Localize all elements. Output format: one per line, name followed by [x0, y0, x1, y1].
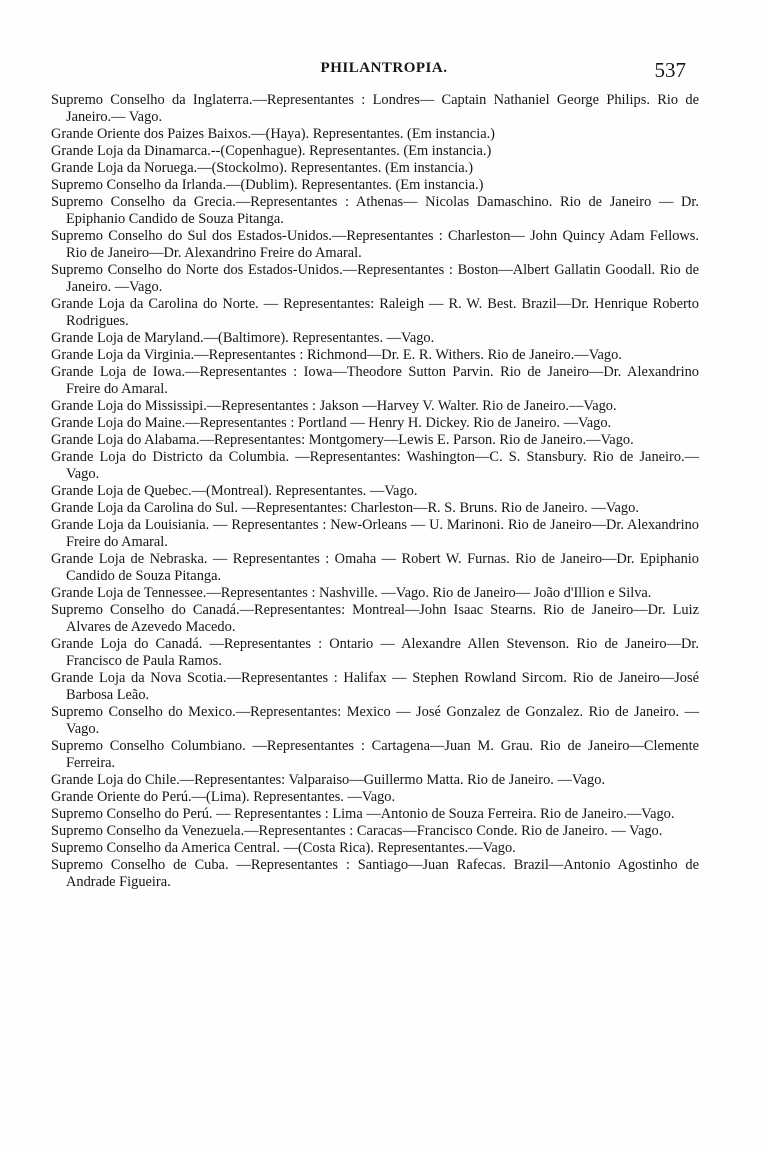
list-entry: Grande Loja da Dinamarca.--(Copenhague). Representantes. (Em instancia.) — [51, 143, 492, 159]
running-title: PHILANTROPIA. — [320, 60, 448, 76]
list-entry: Grande Loja de Iowa.—Representantes : Iowa—Theodore Sutton Parvin. Rio de Janeiro—Dr. Alexandrino Freire do Amaral. — [51, 364, 699, 397]
list-entry: Grande Loja da Nova Scotia.—Representantes : Halifax — Stephen Rowland Sircom. Rio de Janeiro—José Barbosa Leão. — [51, 670, 699, 703]
list-entry: Grande Oriente dos Paizes Baixos.—(Haya). Representantes. (Em instancia.) — [51, 126, 495, 142]
list-entry: Grande Loja do Canadá. —Representantes : Ontario — Alexandre Allen Stevenson. Rio de Janeiro—Dr. Francisco de Paula Ramos. — [51, 636, 699, 669]
list-entry: Grande Loja de Quebec.—(Montreal). Representantes. —Vago. — [51, 483, 418, 499]
list-entry: Supremo Conselho do Norte dos Estados-Unidos.—Representantes : Boston—Albert Gallatin Goodall. Rio de Janeiro. —Vago. — [51, 262, 699, 295]
list-entry: Supremo Conselho da Grecia.—Representantes : Athenas— Nicolas Damaschino. Rio de Janeiro — Dr. Epiphanio Candido de Souza Pitanga. — [51, 194, 699, 227]
list-entry: Grande Loja do Districto da Columbia. —Representantes: Washington—C. S. Stansbury. Rio de Janeiro.—Vago. — [51, 449, 699, 482]
list-entry: Supremo Conselho da Venezuela.—Representantes : Caracas—Francisco Conde. Rio de Janeiro. — Vago. — [51, 823, 663, 839]
representatives-list — [51, 92, 699, 891]
list-entry: Supremo Conselho de Cuba. —Representantes : Santiago—Juan Rafecas. Brazil—Antonio Agostinho de Andrade Figueira. — [51, 857, 699, 890]
list-entry: Supremo Conselho da America Central. —(Costa Rica). Representantes.—Vago. — [51, 840, 516, 856]
list-entry: Supremo Conselho do Sul dos Estados-Unidos.—Representantes : Charleston— John Quincy Adam Fellows. Rio de Janeiro—Dr. Alexandrino Freire do Amaral. — [51, 228, 699, 261]
list-entry: Grande Loja do Mississipi.—Representantes : Jakson —Harvey V. Walter. Rio de Janeiro.—Vago. — [51, 398, 617, 414]
running-head — [0, 58, 768, 88]
list-entry: Grande Loja do Maine.—Representantes : Portland — Henry H. Dickey. Rio de Janeiro. —Vago. — [51, 415, 612, 431]
list-entry: Grande Loja do Chile.—Representantes: Valparaiso—Guillermo Matta. Rio de Janeiro. —Vago. — [51, 772, 606, 788]
list-entry: Supremo Conselho do Canadá.—Representantes: Montreal—John Isaac Stearns. Rio de Janeiro—Dr. Luiz Alvares de Azevedo Macedo. — [51, 602, 699, 635]
list-entry: Supremo Conselho Columbiano. —Representantes : Cartagena—Juan M. Grau. Rio de Janeiro—Clemente Ferreira. — [51, 738, 699, 771]
list-entry: Supremo Conselho do Perú. — Representantes : Lima —Antonio de Souza Ferreira. Rio de Janeiro.—Vago. — [51, 806, 675, 822]
list-entry: Grande Loja da Noruega.—(Stockolmo). Representantes. (Em instancia.) — [51, 160, 473, 176]
list-entry: Grande Loja de Tennessee.—Representantes : Nashville. —Vago. Rio de Janeiro— João d'Illion e Silva. — [51, 585, 652, 601]
list-entry: Supremo Conselho do Mexico.—Representantes: Mexico — José Gonzalez de Gonzalez. Rio de Janeiro. — Vago. — [51, 704, 699, 737]
page-number: 537 — [654, 58, 686, 82]
list-entry: Supremo Conselho da Irlanda.—(Dublim). Representantes. (Em instancia.) — [51, 177, 484, 193]
list-entry: Grande Loja da Virginia.—Representantes : Richmond—Dr. E. R. Withers. Rio de Janeiro.—Vago. — [51, 347, 622, 363]
list-entry: Grande Oriente do Perú.—(Lima). Representantes. —Vago. — [51, 789, 396, 805]
list-entry: Grande Loja do Alabama.—Representantes: Montgomery—Lewis E. Parson. Rio de Janeiro.—Vago. — [51, 432, 634, 448]
list-entry: Grande Loja da Carolina do Norte. — Representantes: Raleigh — R. W. Best. Brazil—Dr. Henrique Roberto Rodrigues. — [51, 296, 699, 329]
list-entry: Grande Loja de Maryland.—(Baltimore). Representantes. —Vago. — [51, 330, 435, 346]
list-entry: Grande Loja da Louisiania. — Representantes : New-Orleans — U. Marinoni. Rio de Janeiro—Dr. Alexandrino Freire do Amaral. — [51, 517, 699, 550]
list-entry: Supremo Conselho da Inglaterra.—Representantes : Londres— Captain Nathaniel George Philips. Rio de Janeiro.— Vago. — [51, 92, 699, 125]
list-entry: Grande Loja da Carolina do Sul. —Representantes: Charleston—R. S. Bruns. Rio de Janeiro. —Vago. — [51, 500, 639, 516]
list-entry: Grande Loja de Nebraska. — Representantes : Omaha — Robert W. Furnas. Rio de Janeiro—Dr. Epiphanio Candido de Souza Pitanga. — [51, 551, 699, 584]
